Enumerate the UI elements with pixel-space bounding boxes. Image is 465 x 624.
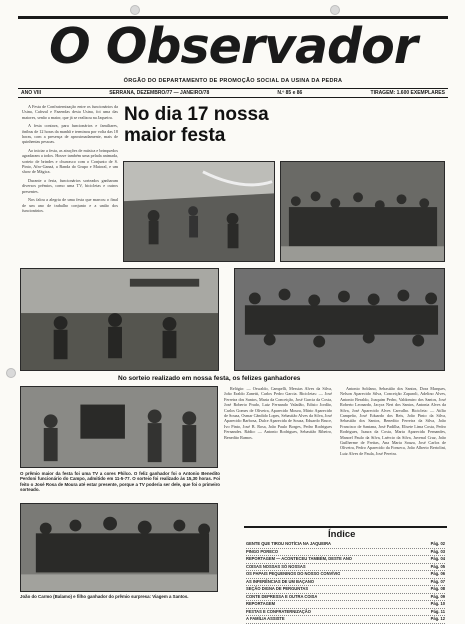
index-item-page: Pág. 02 (430, 541, 445, 546)
index-item[interactable] (246, 549, 445, 557)
index-item-page: Pág. 05 (430, 563, 445, 569)
lead-paragraph: A festa contava, para funcionários e familiares, ônibus de 12 horas da manhã e terminou por volta das 18 horas, com a presença de aproximadamente, mais de quinhentas pessoas. (22, 123, 118, 145)
raffle-column-text: Antonio Soldano, Sebastião dos Santos, Dora Marques, Nelson Aparecido Silva, Conceição Zaparoli, Adelino Alves, Antonio Beraldo, Joaquim Pedro, Valdomiro dos Santos, José Roberto Leonardo, Jacyra Neri dos Santos, Antonia Alves da Silva, José Aparecido Alves Carvalho. Bicicleta: — Atílio Campeão, José Eduardo dos Reis, João Pinto da Silva, Sebastião dos Santos, Benedito Ferreira da Silva, João Francisco de Santana, José Padilha, Elisete Lima Costa, Pedro Rodrigues, Isaura da Costa, Maria Aparecida Fernandes, Manoel Paulo da Silva, Laércio da Silva, Juvenal Cruz, João Guilherme de Freitas, Ana Maria Souza, José Carlos de Oliveira, Pedro Aparecido da Fonseca, João Alberto Bertolini, Luiz Alves de Paula, José Pereira. (340, 386, 446, 456)
raffle-column-text: Relógio: — Oswaldo, Campelli, Messias Alves da Silva, João Eraldo Zanetti, Carlos Pedro Garcia. Bicicletas: — José Ferreira dos Santos, Maria da Conceição, José Garcia da Costa, José Roberto Prado, Luiz Fernando Valadão, Edisio Jordão, Carlos Gomes de Oliveira, Aparecido Moura, Mário Aparecido de Souza, Osmar Cândido Lopes, Sebastião Alves da Silva, José Aparecido Barbosa, Dulce Aparecida de Souza, Eduardo Bruce, Ivo Pinto, José B. Rosa, João Paulo Borges, Pedro Rodrigues Fernandes. Rádio: — Antonio Rodrigues, Sebastião Ribeiro, Benedito Ramos. (224, 386, 332, 440)
index-item-title: COISAS NOSSAS SÓ NOSSAS (246, 563, 306, 569)
photo-audience (234, 268, 445, 371)
index-item[interactable] (246, 579, 445, 587)
lead-paragraph: Nos falou a alegria de uma festa que marcou o final de um ano de trabalho conjunto e a união dos funcionários. (22, 197, 118, 213)
punch-hole (130, 5, 140, 15)
punch-hole (6, 368, 16, 378)
index-item[interactable] (246, 571, 445, 579)
index-item-title: REPORTAGEM — ACONTECEU TAMBÉM, DESTE ANO (246, 556, 352, 561)
issue-place-date: SERRANA, DEZEMBRO/77 — JANEIRO/78 (109, 90, 210, 96)
bike-winner-caption: João do Carmo (Balamo) e filho ganhador do prêmio surpresa: Viagem a Santos. (20, 594, 189, 599)
index-item-page: Pág. 11 (430, 608, 445, 614)
index-item-title: AS INFERÊNCIAS DE UM BAÇANO (246, 578, 315, 584)
issue-print-run: TIRAGEM: 1.600 EXEMPLARES (370, 90, 445, 96)
index-item-title: GENTE QUE TIROU NOTÍCIA NA JAQUEIRA (246, 541, 331, 546)
tv-winner-caption: O prêmio maior da festa foi uma TV a cores Philco. O feliz ganhador foi o Antonio Benedito Perdoni funcionário do Campo, admitido em 11-5-77. O sorteio foi realizado às 15,30 horas. Foi feito o José Rosa de Moura até estar presente, porque a TV poderia ser dele, que foi o primeiro sorteado. (20, 471, 220, 493)
lead-headline: No dia 17 nossa maior festa (124, 104, 269, 146)
index-item-page: Pág. 08 (430, 586, 445, 591)
raffle-headline: No sorteio realizado em nossa festa, os felizes ganhadores (118, 375, 301, 382)
index-title: Índice (328, 529, 356, 540)
masthead-title: O Observador (49, 18, 417, 75)
index-item-title: OS PAPAIS PEQUENINOS DO NOSSO CONVÍVIO (246, 571, 341, 576)
raffle-column-2 (340, 386, 446, 524)
index-item[interactable] (246, 609, 445, 617)
punch-hole (330, 5, 340, 15)
index-item[interactable] (246, 586, 445, 594)
index-item[interactable] (246, 601, 445, 609)
index-item[interactable] (246, 556, 445, 564)
lead-paragraph: Durante a festa, funcionários sorteados ganharam diversos prêmios, como uma TV, bicicletas e outros presentes. (22, 177, 118, 194)
raffle-column-1 (224, 386, 332, 524)
issue-bar (18, 88, 448, 98)
index-list (246, 541, 445, 624)
index-item-title: FESTAS E CONFRATERNIZAÇÃO (246, 608, 311, 614)
index-item-title: A FAMÍLIA ASSISTE (246, 616, 285, 621)
index-item-page: Pág. 04 (430, 556, 445, 561)
masthead-subtitle: ÓRGÃO DO DEPARTAMENTO DE PROMOÇÃO SOCIAL DA USINA DA PEDRA (123, 78, 343, 84)
photo-bike-winner (20, 503, 218, 592)
index-item-page: Pág. 07 (430, 578, 445, 584)
photo-tv-winner (20, 386, 218, 468)
issue-year: ANO VIII (21, 90, 42, 96)
index-item-title: CONTE DEPRESSA E OUTRA COISA (246, 593, 318, 599)
index-item-page: Pág. 03 (430, 548, 445, 554)
index-item[interactable] (246, 541, 445, 549)
issue-number: N.º 85 e 86 (277, 90, 303, 96)
photo-festival-crowd (123, 161, 275, 262)
index-item-page: Pág. 10 (430, 601, 445, 606)
index-item[interactable] (246, 564, 445, 572)
index-item[interactable] (246, 616, 445, 624)
index-item-title: PINGO PORECO (246, 548, 279, 554)
lead-story-column (22, 104, 118, 264)
photo-band-stage (20, 268, 219, 371)
lead-paragraph: Ao iniciar a festa, as atrações de música e brinquedos agradaram a todos. Houve também uma pelada animada, sorteio de brindes e churrasco com o Conjunto de S. Pinto, Afro-Ganzá, a Banda do Grupo e Maioral, e um show de Mágica. (22, 147, 118, 175)
index-item-title: REPORTAGEM (246, 601, 276, 606)
index-item-page: Pág. 09 (430, 593, 445, 599)
lead-paragraph: A Festa de Confraternização entre os funcionários da Usina, Cafezal e Fazendas desta Usina, foi uma das maiores, senão a maior, que já se realizou na Jaqueira. (22, 104, 118, 120)
index-item-page: Pág. 12 (430, 616, 445, 621)
photo-stadium-crowd (280, 161, 445, 262)
index-item-page: Pág. 06 (430, 571, 445, 576)
index-item-title: SEÇÃO DIGNA DE PERGUNTAS (246, 586, 309, 591)
index-item[interactable] (246, 594, 445, 602)
